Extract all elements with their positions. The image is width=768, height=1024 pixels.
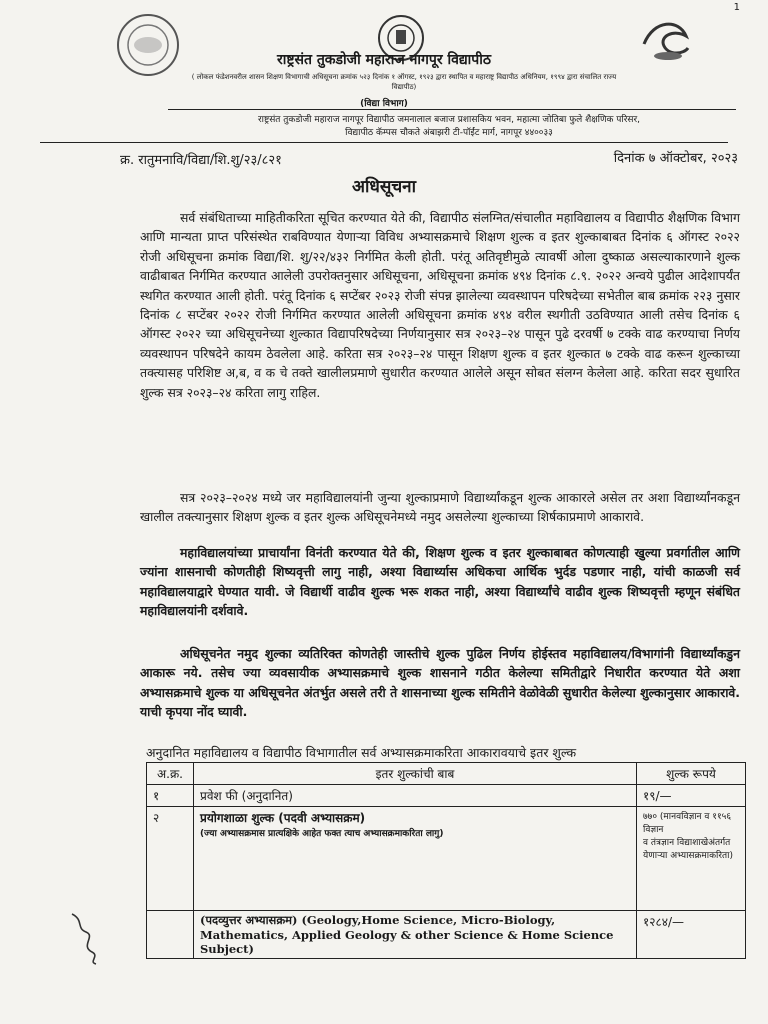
table-header-row [147, 763, 746, 785]
notice-date: दिनांक ७ ऑक्टोबर, २०२३ [613, 151, 738, 166]
notice-heading: अधिसूचना [352, 177, 416, 197]
signature-mark-icon [66, 906, 106, 966]
item-note: (ज्या अभ्यासक्रमास प्रात्यक्षिके आहेत फक्त त्याच अभ्यासक्रमाकरिता लागु) [200, 829, 444, 839]
paragraph-4 [140, 644, 740, 722]
university-address [170, 114, 728, 140]
cell-item [194, 807, 637, 911]
table-row [147, 807, 746, 911]
header-item: इतर शुल्कांची बाब [194, 763, 637, 785]
department-name: (विद्या विभाग) [360, 99, 408, 109]
fee-note: व तंत्रज्ञान विद्याशाखेअंतर्गत येणाऱ्या अभ्यासक्रमाकरिता) [643, 838, 734, 861]
reference-number: क्र. रातुमनावि/विद्या/शि.शु/२३/८२१ [120, 153, 282, 168]
cell-fee: १२८४/— [637, 911, 746, 959]
header-rule-bottom [40, 142, 728, 143]
paragraph-1 [140, 208, 740, 402]
address-line-2: विद्यापीठ कॅम्पस चौकते अंबाझरी टी-पॉईंट मार्ग, नागपूर ४४००३३ [345, 128, 553, 138]
header-rule-top [168, 109, 736, 110]
university-subtitle: ( लोकल फंडेशनवरील शासन शिक्षण विभागाची अधिसूचना क्रमांक ५२३ दिनांक १ ऑगस्ट, १९२३ द्वारा स्थापित व महाराष्ट्र विद्यापीठ अधिनियम, १९९४ द्वारा संचालित राज्य विद्यापीठ) [191, 73, 617, 91]
paragraph-text: सत्र २०२३–२०२४ मध्ये जर महाविद्यालयांनी जुन्या शुल्काप्रमाणे विद्यार्थ्यांकडून शुल्क आकारले असेल तर अशा विद्यार्थ्यांनकडून खालील तक्त्यानुसार शिक्षण शुल्क व इतर शुल्क अधिसूचनेमध्ये नमुद असलेल्या शुल्काच्या शिर्षकाप्रमाणे आकारावे. [140, 490, 740, 525]
header-fee: शुल्क रूपये [637, 763, 746, 785]
paragraph-text: महाविद्यालयांच्या प्राचार्यांना विनंती करण्यात येते की, शिक्षण शुल्क व इतर शुल्काबाबत कोणत्याही खुल्या प्रवर्गातील आणि ज्यांना शासनाची कोणतीही शिष्यवृत्ती लागु नाही, अश्या विद्यार्थ्यास अधिकचा आर्थिक भुर्दड पडणार नाही, यांची काळजी सर्व महाविद्यालयाद्वारे घेण्यात यावी. जे विद्यार्थी वाढीव शुल्क भरू शकत नाही, अश्या विद्यार्थ्यांचे वाढीव शुल्क शिष्यवृत्ती म्हणून संबंधित महाविद्यालयांनी दर्शवावे. [140, 545, 740, 619]
cell-item: (पदव्युत्तर अभ्यासक्रम) (Geology,Home Science, Micro-Biology, Mathematics, Applied Geology & other Science & Home Science Subject) [194, 911, 637, 959]
header-sr: अ.क्र. [147, 763, 194, 785]
cell-sr [147, 911, 194, 959]
table-row [147, 911, 746, 959]
paragraph-text: सर्व संबंधिताच्या माहितीकरिता सूचित करण्यात येते की, विद्यापीठ संलग्नित/संचालीत महाविद्यालय व विद्यापीठ शैक्षणिक विभाग आणि मान्यता प्राप्त परिसंस्थेत राबविण्यात येणाऱ्या विविध अभ्यासक्रमाचे शिक्षण शुल्क व इतर शुल्काबाबत दिनांक ६ ऑगस्ट २०२२ रोजी अधिसूचना क्रमांक विद्या/शि. शु/२२/४३२ निर्गमित केली होती. परंतू अतिवृष्टीमुळे त्यावर्षी ओला दुष्काळ असल्याकारणाने शुल्क वाढीबाबत निर्गमित करण्यात आलेली उपरोक्तनुसार अधिसूचना, अधिसूचना क्रमांक ४९४ दिनांक ८.९. २०२२ अन्वये पुढील आदेशापर्यंत स्थगित करण्यात आली होती. परंतू दिनांक ६ सप्टेंबर २०२३ रोजी संपन्न झालेल्या व्यवस्थापन परिषदेच्या सभेतील बाब क्रमांक २२३ नुसार दिनांक ८ सप्टेंबर २०२२ रोजी निर्गमित करण्यात आलेली अधिसूचना क्रमांक ४९४ वरील स्थगीती उठविण्यात आली तसेच दिनांक ६ ऑगस्ट २०२२ च्या अधिसूचनेच्या शुल्कात विद्यापरिषदेच्या निर्णयानुसार सत्र २०२३–२४ पासून पुढे दरवर्षी ७ टक्के वाढ करण्याचा निर्णय व्यवस्थापन परिषदेने कायम ठेवलेला आहे. करिता सत्र २०२३–२४ पासून शिक्षण शुल्क व इतर शुल्कात ७ टक्के वाढ करून शुल्काच्या तक्त्यासह परिशिष्ट अ,ब, व क चे तक्ते खालीलप्रमाणे सुधारीत करण्यात आलेले असून सोबत संलग्न केलेला आहे. करिता सदर सुधारित शुल्क सत्र २०२३–२४ करिता लागु राहिल. [140, 210, 740, 400]
cell-item: प्रवेश फी (अनुदानित) [194, 785, 637, 807]
item-title: प्रयोगशाळा शुल्क (पदवी अभ्यासक्रम) [200, 811, 366, 825]
paragraph-3 [140, 543, 740, 621]
address-line-1: राष्ट्रसंत तुकडोजी महाराज नागपूर विद्यापीठ जमनालाल बजाज प्रशासकिय भवन, महात्मा जोतिबा फुले शैक्षणिक परिसर, [257, 115, 641, 125]
university-name: राष्ट्रसंत तुकडोजी महाराज नागपूर विद्यापीठ [276, 52, 492, 68]
page-number: 1 [733, 2, 740, 13]
table-title: अनुदानित महाविद्यालय व विद्यापीठ विभागातील सर्व अभ्यासक्रमाकरिता आकारावयाचे इतर शुल्क [146, 745, 577, 760]
table-row [147, 785, 746, 807]
paragraph-text: अधिसूचनेत नमुद शुल्का व्यतिरिक्त कोणतेही जास्तीचे शुल्क पुढिल निर्णय होईस्तव महाविद्यालय/विभागांनी विद्यार्थ्यांकडुन आकारू नये. तसेच ज्या व्यवसायीक अभ्यासक्रमाचे शुल्क शासनाने गठीत केलेल्या समितीद्वारे निधारीत करण्यात येते अशा अभ्यासक्रमाचे शुल्क या अधिसूचनेत अंतर्भुत असले तरी ते शासनाच्या शुल्क समितीने वेळोवेळी सुधारीत केलेल्या शुल्कानुसार आकारावे. याची कृपया नोंद घ्यावी. [140, 646, 740, 720]
cell-fee [637, 807, 746, 911]
paragraph-2 [140, 488, 740, 527]
cell-sr: १ [147, 785, 194, 807]
fee-value: ७७० (मानवविज्ञान व ११५६ विज्ञान [643, 812, 732, 835]
fee-table [146, 762, 746, 959]
cell-fee: १९/— [637, 785, 746, 807]
cell-sr: २ [147, 807, 194, 911]
